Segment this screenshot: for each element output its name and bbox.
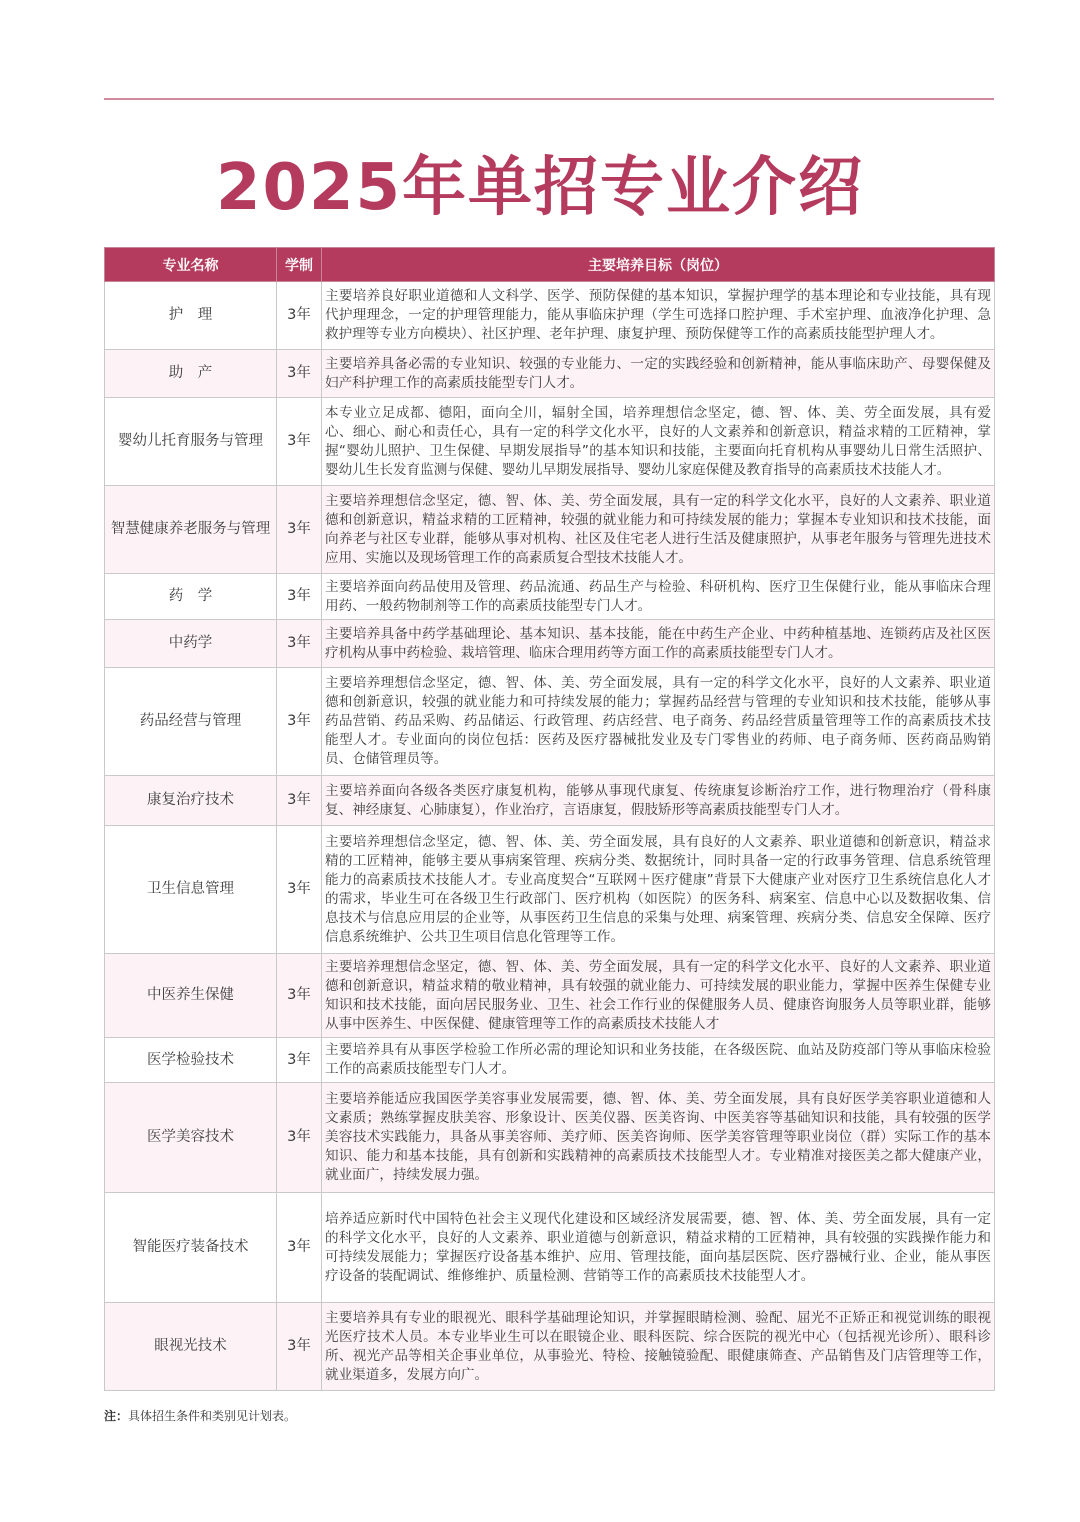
major-name: 医学检验技术 — [105, 1038, 277, 1083]
footnote-label: 注： — [104, 1409, 129, 1423]
header-major-name: 专业名称 — [105, 248, 277, 282]
major-duration: 3年 — [277, 350, 322, 398]
table-header-row — [105, 248, 995, 282]
header-duration: 学制 — [277, 248, 322, 282]
table-row — [105, 826, 995, 954]
major-name: 助 产 — [105, 350, 277, 398]
top-divider — [104, 98, 994, 100]
table-row — [105, 668, 995, 776]
table-row — [105, 398, 995, 486]
table-row — [105, 1303, 995, 1391]
major-description: 主要培养能适应我国医学美容事业发展需要，德、智、体、美、劳全面发展，具有良好医学美容职业道德和人文素质；熟练掌握皮肤美容、形象设计、医美仪器、医美咨询、中医美容等基础知识和技能，具有较强的医学美容技术实践能力，具备从事美容师、美疗师、医美咨询师、医学美容管理等职业岗位（群）实际工作的基本知识、能力和基本技能，具有创新和实践精神的高素质技术技能型人才。专业精准对接医美之都大健康产业，就业面广，持续发展力强。 — [322, 1083, 995, 1193]
major-duration: 3年 — [277, 1038, 322, 1083]
major-name: 护 理 — [105, 282, 277, 350]
footnote — [104, 1407, 296, 1424]
table-row — [105, 486, 995, 574]
major-description: 主要培养理想信念坚定，德、智、体、美、劳全面发展，具有一定的科学文化水平，良好的人文素养、职业道德和创新意识，精益求精的工匠精神，较强的就业能力和可持续发展的能力；掌握本专业知识和技术技能，面向养老与社区专业群，能够从事对机构、社区及住宅老人进行生活及健康照护，从事老年服务与管理先进技术应用、实施以及现场管理工作的高素质复合型技术技能人才。 — [322, 486, 995, 574]
major-description: 主要培养具备必需的专业知识、较强的专业能力、一定的实践经验和创新精神，能从事临床助产、母婴保健及妇产科护理工作的高素质技能型专门人才。 — [322, 350, 995, 398]
major-name: 药品经营与管理 — [105, 668, 277, 776]
major-name: 智能医疗装备技术 — [105, 1193, 277, 1303]
major-duration: 3年 — [277, 398, 322, 486]
major-description: 主要培养具备中药学基础理论、基本知识、基本技能，能在中药生产企业、中药种植基地、连锁药店及社区医疗机构从事中药检验、栽培管理、临床合理用药等方面工作的高素质技能型专门人才。 — [322, 620, 995, 668]
major-name: 卫生信息管理 — [105, 826, 277, 954]
major-duration: 3年 — [277, 1193, 322, 1303]
table-row — [105, 1038, 995, 1083]
major-description: 主要培养理想信念坚定，德、智、体、美、劳全面发展，具有良好的人文素养、职业道德和创新意识，精益求精的工匠精神，能够主要从事病案管理、疾病分类、数据统计，同时具备一定的行政事务管理、信息系统管理能力的高素质技术技能人才。专业高度契合“互联网＋医疗健康”背景下大健康产业对医疗卫生系统信息化人才的需求，毕业生可在各级卫生行政部门、医疗机构（如医院）的医务科、病案室、信息中心以及数据收集、信息技术与信息应用层的企业等，从事医药卫生信息的采集与处理、病案管理、疾病分类、信息安全保障、医疗信息系统维护、公共卫生项目信息化管理等工作。 — [322, 826, 995, 954]
major-duration: 3年 — [277, 486, 322, 574]
major-duration: 3年 — [277, 1083, 322, 1193]
majors-table — [104, 247, 995, 1391]
table-row — [105, 954, 995, 1038]
major-name: 康复治疗技术 — [105, 776, 277, 826]
major-duration: 3年 — [277, 826, 322, 954]
table-row — [105, 1083, 995, 1193]
major-description: 主要培养理想信念坚定，德、智、体、美、劳全面发展，具有一定的科学文化水平，良好的人文素养、职业道德和创新意识，较强的就业能力和可持续发展的能力；掌握药品经营与管理的专业知识和技术技能，能够从事药品营销、药品采购、药品储运、行政管理、药店经营、电子商务、药品经营质量管理等工作的高素质技术技能型人才。专业面向的岗位包括：医药及医疗器械批发业及专门零售业的药师、电子商务师、医药商品购销员、仓储管理员等。 — [322, 668, 995, 776]
major-name: 婴幼儿托育服务与管理 — [105, 398, 277, 486]
major-description: 主要培养理想信念坚定，德、智、体、美、劳全面发展，具有一定的科学文化水平、良好的人文素养、职业道德和创新意识，精益求精的敬业精神，具有较强的就业能力、可持续发展的职业能力，掌握中医养生保健专业知识和技术技能，面向居民服务业、卫生、社会工作行业的保健服务人员、健康咨询服务人员等职业群，能够从事中医养生、中医保健、健康管理等工作的高素质技术技能人才 — [322, 954, 995, 1038]
major-description: 主要培养面向各级各类医疗康复机构，能够从事现代康复、传统康复诊断治疗工作，进行物理治疗（骨科康复、神经康复、心肺康复），作业治疗，言语康复，假肢矫形等高素质技能型专门人才。 — [322, 776, 995, 826]
major-duration: 3年 — [277, 1303, 322, 1391]
major-description: 培养适应新时代中国特色社会主义现代化建设和区域经济发展需要，德、智、体、美、劳全面发展，具有一定的科学文化水平，良好的人文素养、职业道德与创新意识，精益求精的工匠精神，具有较强的实践操作能力和可持续发展能力；掌握医疗设备基本维护、应用、管理技能，面向基层医院、医疗器械行业、企业，能从事医疗设备的装配调试、维修维护、质量检测、营销等工作的高素质技术技能型人才。 — [322, 1193, 995, 1303]
table-row — [105, 1193, 995, 1303]
major-description: 主要培养面向药品使用及管理、药品流通、药品生产与检验、科研机构、医疗卫生保健行业，能从事临床合理用药、一般药物制剂等工作的高素质技能型专门人才。 — [322, 574, 995, 620]
major-description: 主要培养具有专业的眼视光、眼科学基础理论知识，并掌握眼睛检测、验配、屈光不正矫正和视觉训练的眼视光医疗技术人员。本专业毕业生可以在眼镜企业、眼科医院、综合医院的视光中心（包括视光诊所）、眼科诊所、视光产品等相关企事业单位，从事验光、特检、接触镜验配、眼健康筛查、产品销售及门店管理等工作，就业渠道多，发展方向广。 — [322, 1303, 995, 1391]
major-duration: 3年 — [277, 282, 322, 350]
major-duration: 3年 — [277, 574, 322, 620]
major-name: 智慧健康养老服务与管理 — [105, 486, 277, 574]
header-training-goal: 主要培养目标（岗位） — [322, 248, 995, 282]
table-row — [105, 776, 995, 826]
major-duration: 3年 — [277, 776, 322, 826]
major-description: 主要培养良好职业道德和人文科学、医学、预防保健的基本知识，掌握护理学的基本理论和专业技能，具有现代护理理念，一定的护理管理能力，能从事临床护理（学生可选择口腔护理、手术室护理、血液净化护理、急救护理等专业方向模块）、社区护理、老年护理、康复护理、预防保健等工作的高素质技能型护理人才。 — [322, 282, 995, 350]
major-duration: 3年 — [277, 954, 322, 1038]
major-name: 中医养生保健 — [105, 954, 277, 1038]
major-description: 主要培养具有从事医学检验工作所必需的理论知识和业务技能，在各级医院、血站及防疫部门等从事临床检验工作的高素质技能型专门人才。 — [322, 1038, 995, 1083]
table-row — [105, 350, 995, 398]
major-duration: 3年 — [277, 620, 322, 668]
major-description: 本专业立足成都、德阳，面向全川，辐射全国，培养理想信念坚定，德、智、体、美、劳全面发展，具有爱心、细心、耐心和责任心，具有一定的科学文化水平，良好的人文素养和创新意识，精益求精的工匠精神，掌握“婴幼儿照护、卫生保健、早期发展指导”的基本知识和技能，主要面向托育机构从事婴幼儿日常生活照护、婴幼儿生长发育监测与保健、婴幼儿早期发展指导、婴幼儿家庭保健及教育指导的高素质技术技能人才。 — [322, 398, 995, 486]
table-row — [105, 620, 995, 668]
major-name: 眼视光技术 — [105, 1303, 277, 1391]
major-name: 中药学 — [105, 620, 277, 668]
page-title: 2025年单招专业介绍 — [215, 151, 865, 225]
major-name: 医学美容技术 — [105, 1083, 277, 1193]
table-row — [105, 574, 995, 620]
major-duration: 3年 — [277, 668, 322, 776]
table-row — [105, 282, 995, 350]
footnote-text: 具体招生条件和类别见计划表。 — [128, 1409, 297, 1423]
major-name: 药 学 — [105, 574, 277, 620]
